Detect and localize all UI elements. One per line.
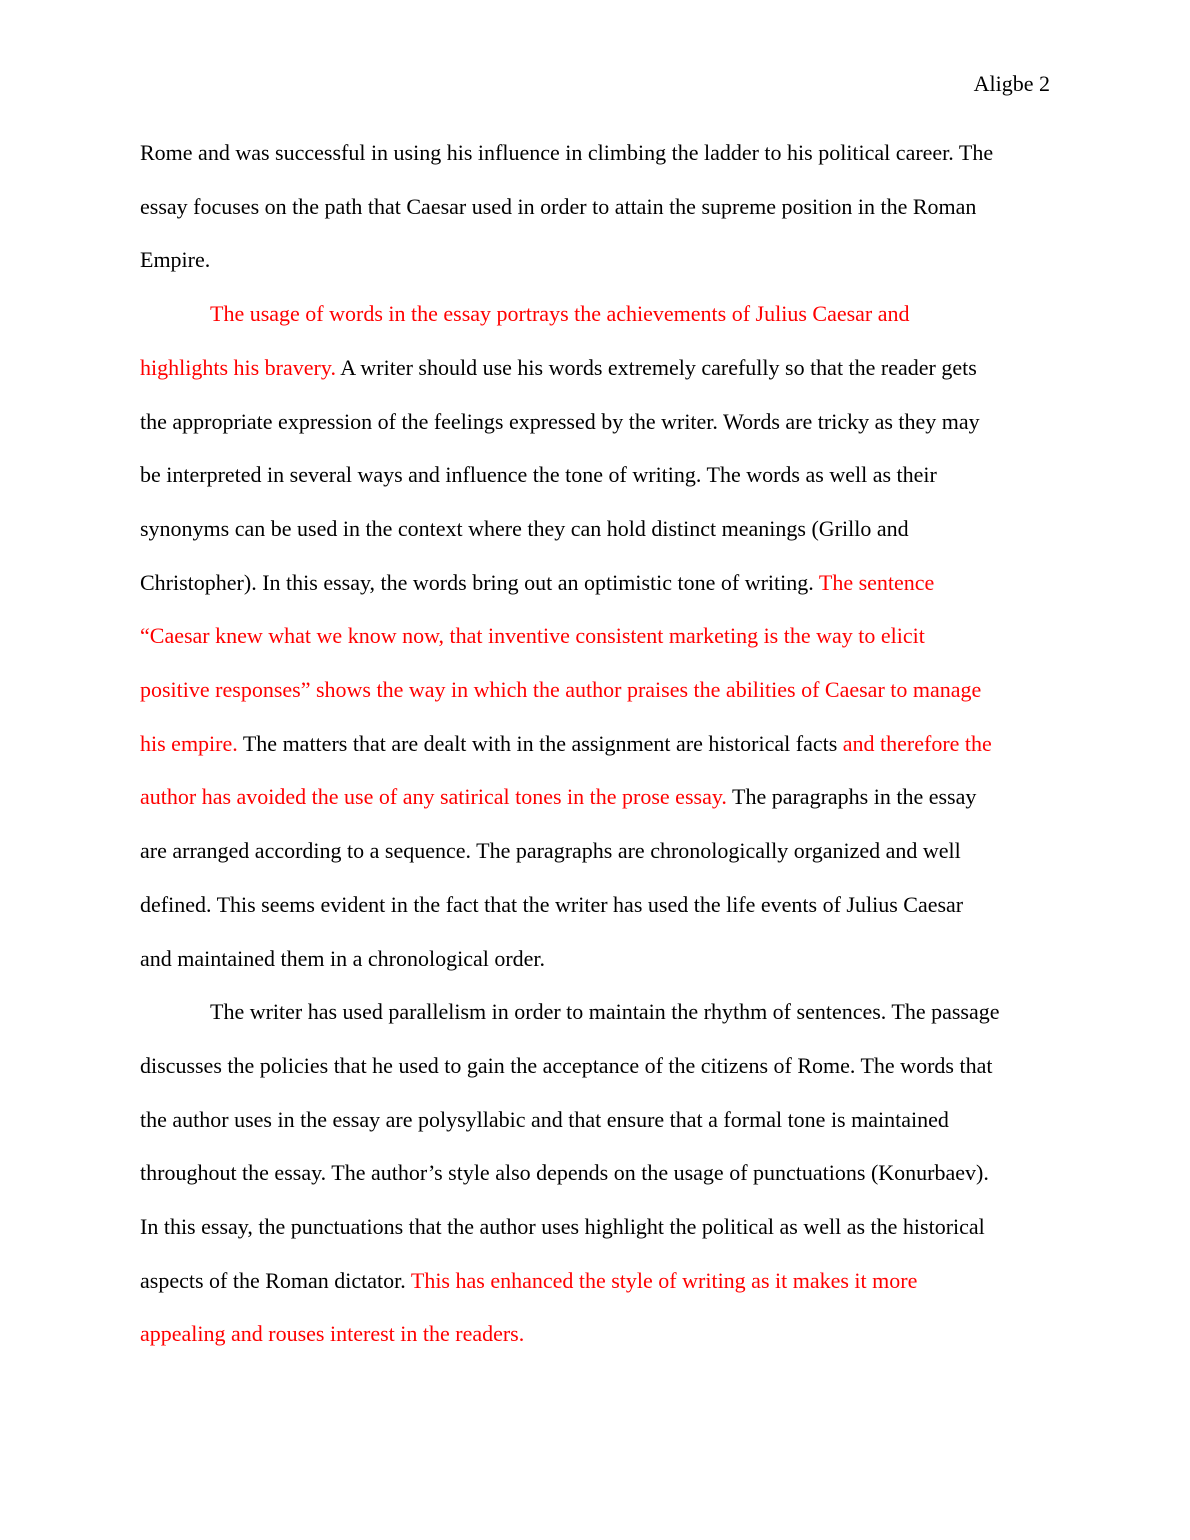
text-line <box>140 395 1050 449</box>
highlighted-text: and therefore the <box>842 730 992 756</box>
text-line <box>140 717 1050 771</box>
text-line <box>140 448 1050 502</box>
body-text: essay focuses on the path that Caesar used in order to attain the supreme position in the Roman <box>140 193 977 219</box>
text-line <box>140 824 1050 878</box>
body-text: the appropriate expression of the feelings expressed by the writer. Words are tricky as they may <box>140 408 980 434</box>
text-line <box>140 1146 1050 1200</box>
text-line <box>140 878 1050 932</box>
highlighted-text: highlights his bravery. <box>140 354 336 380</box>
highlighted-text: author has avoided the use of any satirical tones in the prose essay. <box>140 784 727 810</box>
text-line <box>140 1039 1050 1093</box>
highlighted-text: The sentence <box>818 569 935 595</box>
highlighted-text: positive responses” shows the way in which the author praises the abilities of Caesar to manage <box>140 677 982 703</box>
body-text: Empire. <box>140 247 211 273</box>
text-line <box>140 287 1050 341</box>
body-text: throughout the essay. The author’s style also depends on the usage of punctuations (Konurbaev). <box>140 1160 989 1186</box>
highlighted-text: appealing and rouses interest in the readers. <box>140 1321 525 1347</box>
text-line <box>140 126 1050 180</box>
text-line <box>140 985 1050 1039</box>
text-line <box>140 609 1050 663</box>
body-text: Rome and was successful in using his influence in climbing the ladder to his political career. The <box>140 140 994 165</box>
body-text: Christopher). In this essay, the words bring out an optimistic tone of writing. <box>140 569 819 595</box>
text-line <box>140 663 1050 717</box>
highlighted-text: This has enhanced the style of writing as it makes it more <box>410 1267 918 1293</box>
text-line <box>140 770 1050 824</box>
paragraph-word-usage <box>140 287 1050 985</box>
paragraph-continuation <box>140 126 1050 287</box>
highlighted-text: “Caesar knew what we know now, that inventive consistent marketing is the way to elicit <box>140 623 925 649</box>
highlighted-text: his empire. <box>140 730 238 756</box>
text-line <box>140 341 1050 395</box>
text-line <box>140 1093 1050 1147</box>
highlighted-text: The usage of words in the essay portrays the achievements of Julius Caesar and <box>210 301 910 327</box>
text-line <box>140 233 1050 287</box>
running-head: Aligbe 2 <box>973 71 1050 96</box>
body-text: In this essay, the punctuations that the author uses highlight the political as well as the historical <box>140 1214 985 1240</box>
body-text: are arranged according to a sequence. The paragraphs are chronologically organized and well <box>140 838 961 864</box>
body-text: The paragraphs in the essay <box>726 784 977 810</box>
body-text: defined. This seems evident in the fact that the writer has used the life events of Julius Caesar <box>140 891 964 917</box>
paragraph-parallelism <box>140 985 1050 1361</box>
body-text: and maintained them in a chronological order. <box>140 945 546 971</box>
body-text: aspects of the Roman dictator. <box>140 1267 411 1293</box>
text-line <box>140 1307 1050 1361</box>
body-text: The writer has used parallelism in order to maintain the rhythm of sentences. The passage <box>210 999 1000 1025</box>
text-line <box>140 180 1050 234</box>
text-line <box>140 932 1050 986</box>
body-text: A writer should use his words extremely carefully so that the reader gets <box>335 354 977 380</box>
text-line <box>140 556 1050 610</box>
body-text: discusses the policies that he used to gain the acceptance of the citizens of Rome. The words that <box>140 1052 993 1078</box>
essay-body <box>140 126 1050 1361</box>
body-text: synonyms can be used in the context where they can hold distinct meanings (Grillo and <box>140 515 909 541</box>
body-text: be interpreted in several ways and influence the tone of writing. The words as well as their <box>140 462 937 488</box>
body-text: the author uses in the essay are polysyllabic and that ensure that a formal tone is maintained <box>140 1106 949 1132</box>
text-line <box>140 502 1050 556</box>
text-line <box>140 1200 1050 1254</box>
body-text: The matters that are dealt with in the assignment are historical facts <box>237 730 843 756</box>
text-line <box>140 1254 1050 1308</box>
